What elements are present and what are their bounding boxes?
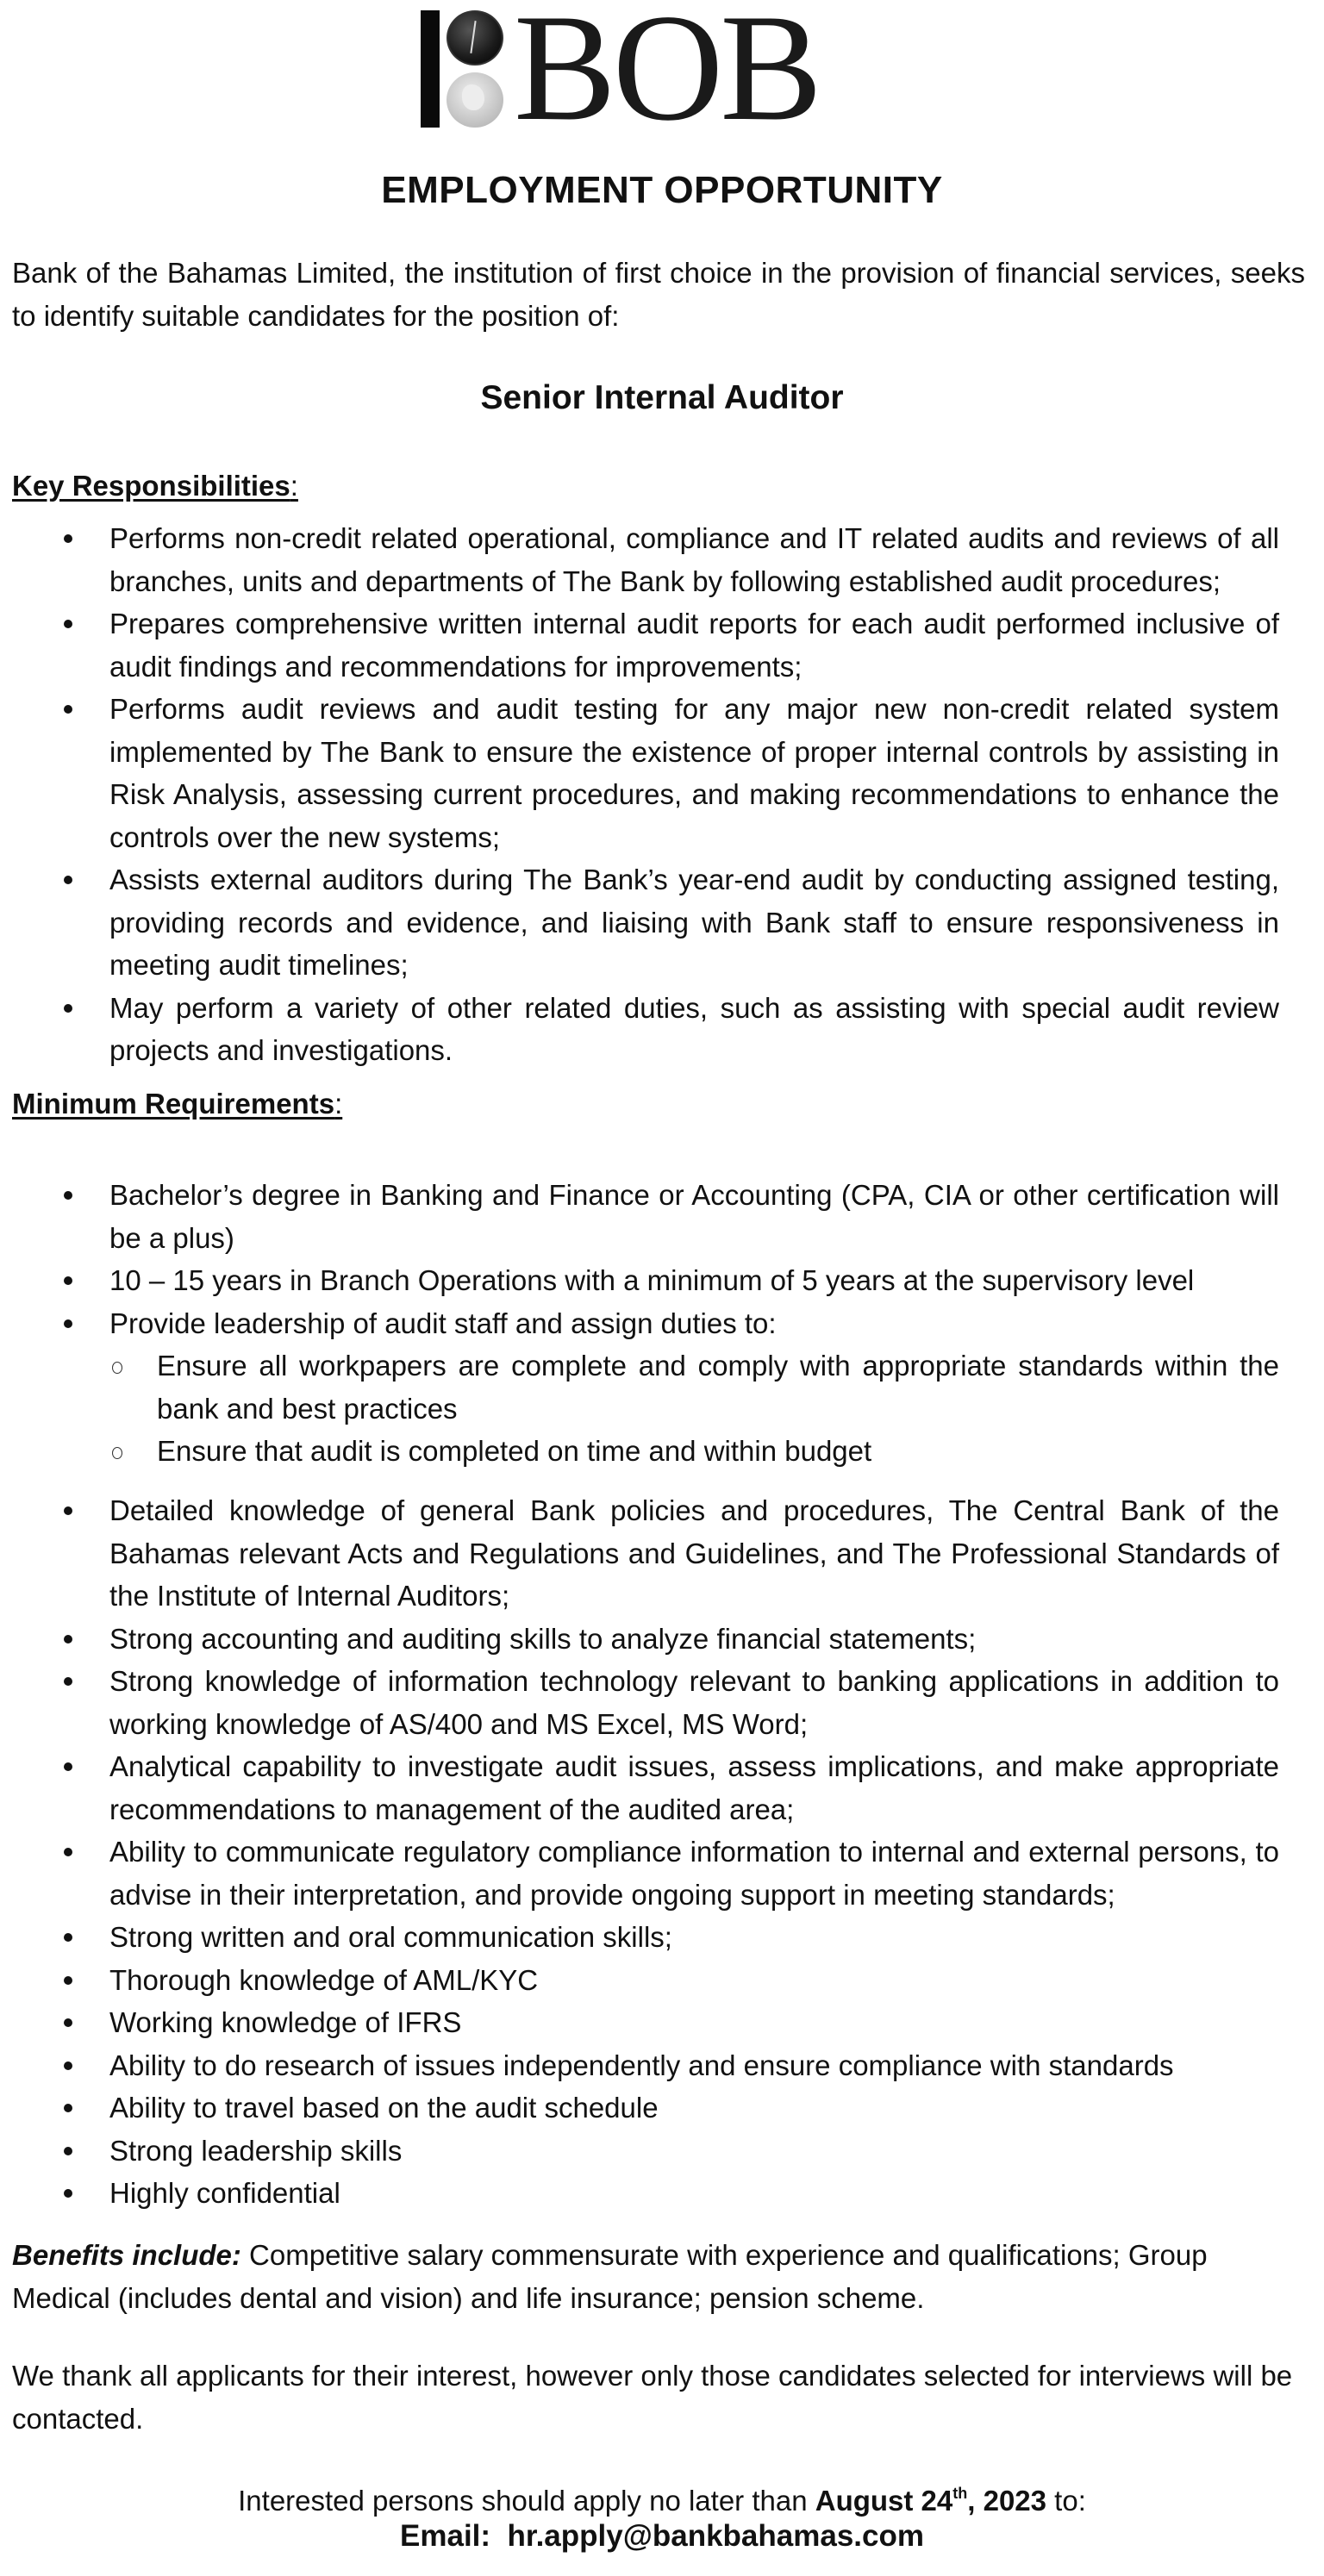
globe-icon	[447, 72, 503, 128]
bullet-icon	[64, 1191, 72, 1200]
bullet-icon	[64, 705, 72, 714]
bullet-icon	[64, 1004, 72, 1013]
sub-list-item: Ensure that audit is completed on time and within budget	[109, 1430, 1279, 1473]
logo-wordmark: BOB	[514, 0, 819, 153]
list-item: Strong knowledge of information technology relevant to banking applications in addition to working knowledge of AS/400 and MS Excel, MS Word;	[12, 1660, 1279, 1745]
apply-email-line	[12, 2515, 1312, 2558]
requirements-list-1	[12, 1174, 1279, 1473]
list-item: Working knowledge of IFRS	[12, 2001, 1279, 2044]
thanks-paragraph: We thank all applicants for their interest, however only those candidates selected for interviews will be contacted.	[12, 2360, 1293, 2435]
apply-deadline-line: Interested persons should apply no later than August 24th, 2023 to:	[238, 2485, 1086, 2517]
list-item: Ability to communicate regulatory compliance information to internal and external persons, to advise in their interpretation, and provide ongoing support in meeting standards;	[12, 1831, 1279, 1916]
intro-paragraph: Bank of the Bahamas Limited, the institution of first choice in the provision of financial services, seeks to identify suitable candidates for the position of:	[12, 257, 1305, 332]
requirements-list-2	[12, 1489, 1279, 2215]
list-item: 10 – 15 years in Branch Operations with a minimum of 5 years at the supervisory level	[12, 1259, 1279, 1302]
bullet-icon	[64, 2147, 72, 2155]
list-item: Bachelor’s degree in Banking and Finance or Accounting (CPA, CIA or other certification will be a plus)	[12, 1174, 1279, 1259]
benefits-text: Competitive salary commensurate with experience and qualifications; Group Medical (includes dental and vision) and life insurance; pension scheme.	[12, 2239, 1208, 2314]
bullet-icon	[64, 1933, 72, 1942]
bullet-icon	[64, 2189, 72, 2198]
list-item: Highly confidential	[12, 2172, 1279, 2215]
email-label: Email:	[400, 2519, 491, 2553]
list-item: Strong accounting and auditing skills to analyze financial statements;	[12, 1618, 1279, 1661]
list-item: Analytical capability to investigate audit issues, assess implications, and make appropriate recommendations to management of the audited area;	[12, 1745, 1279, 1831]
list-item: Performs audit reviews and audit testing for any major new non-credit related system implemented by The Bank to ensure the existence of proper internal controls by assisting in Risk Analysis, assessing current procedures, and making recommendations to enhance the controls over the new systems;	[12, 688, 1279, 858]
list-item: Prepares comprehensive written internal audit reports for each audit performed inclusive of audit findings and recommendations for improvements;	[12, 602, 1279, 688]
bullet-icon	[64, 1762, 72, 1771]
list-item: Ability to travel based on the audit schedule	[12, 2086, 1279, 2130]
bullet-icon	[64, 1677, 72, 1686]
benefits-paragraph	[12, 2234, 1296, 2320]
bullet-icon	[64, 1506, 72, 1515]
list-item: Strong leadership skills	[12, 2130, 1279, 2173]
circle-bullet-icon	[112, 1447, 122, 1459]
list-item: Provide leadership of audit staff and assign duties to: Ensure all workpapers are complete and comply with appropriate standards within the bank and best practices Ensure that audit is completed on time and within budget	[12, 1302, 1279, 1473]
deadline-date: August 24th, 2023	[815, 2485, 1047, 2517]
list-item: Ability to do research of issues independently and ensure compliance with standards	[12, 2044, 1279, 2087]
bullet-icon	[64, 1976, 72, 1985]
bullet-icon	[64, 1319, 72, 1328]
responsibilities-list	[12, 517, 1279, 1072]
list-item: Thorough knowledge of AML/KYC	[12, 1959, 1279, 2002]
bullet-icon	[64, 534, 72, 543]
bullet-icon	[64, 876, 72, 884]
list-item: Performs non-credit related operational, compliance and IT related audits and reviews of all branches, units and departments of The Bank by following established audit procedures;	[12, 517, 1279, 602]
requirements-heading: Minimum Requirements:	[12, 1088, 343, 1120]
logo-emblem	[447, 10, 503, 128]
bullet-icon	[64, 2061, 72, 2070]
logo-bar	[421, 10, 440, 128]
bullet-icon	[64, 1848, 72, 1856]
sub-list-item: Ensure all workpapers are complete and comply with appropriate standards within the bank and best practices	[109, 1344, 1279, 1430]
list-item: May perform a variety of other related duties, such as assisting with special audit review projects and investigations.	[12, 987, 1279, 1072]
sailboat-coin-icon	[447, 10, 503, 65]
bullet-icon	[64, 2018, 72, 2027]
bullet-icon	[64, 1276, 72, 1285]
page-title: EMPLOYMENT OPPORTUNITY	[381, 169, 943, 211]
list-item: Assists external auditors during The Bank’s year-end audit by conducting assigned testing, providing records and evidence, and liaising with Bank staff to ensure responsiveness in meeting audit timelines;	[12, 858, 1279, 987]
bullet-icon	[64, 1635, 72, 1644]
email-link[interactable]: hr.apply@bankbahamas.com	[507, 2519, 924, 2553]
circle-bullet-icon	[112, 1362, 122, 1374]
leadership-sublist	[109, 1344, 1279, 1473]
list-item: Detailed knowledge of general Bank policies and procedures, The Central Bank of the Bahamas relevant Acts and Regulations and Guidelines, and The Professional Standards of the Institute of Internal Auditors;	[12, 1489, 1279, 1618]
list-item: Strong written and oral communication skills;	[12, 1916, 1279, 1959]
bob-logo	[421, 0, 891, 153]
responsibilities-heading: Key Responsibilities:	[12, 470, 298, 502]
bullet-icon	[64, 2104, 72, 2112]
position-title: Senior Internal Auditor	[480, 379, 844, 416]
benefits-label: Benefits include:	[12, 2239, 241, 2271]
bullet-icon	[64, 620, 72, 628]
